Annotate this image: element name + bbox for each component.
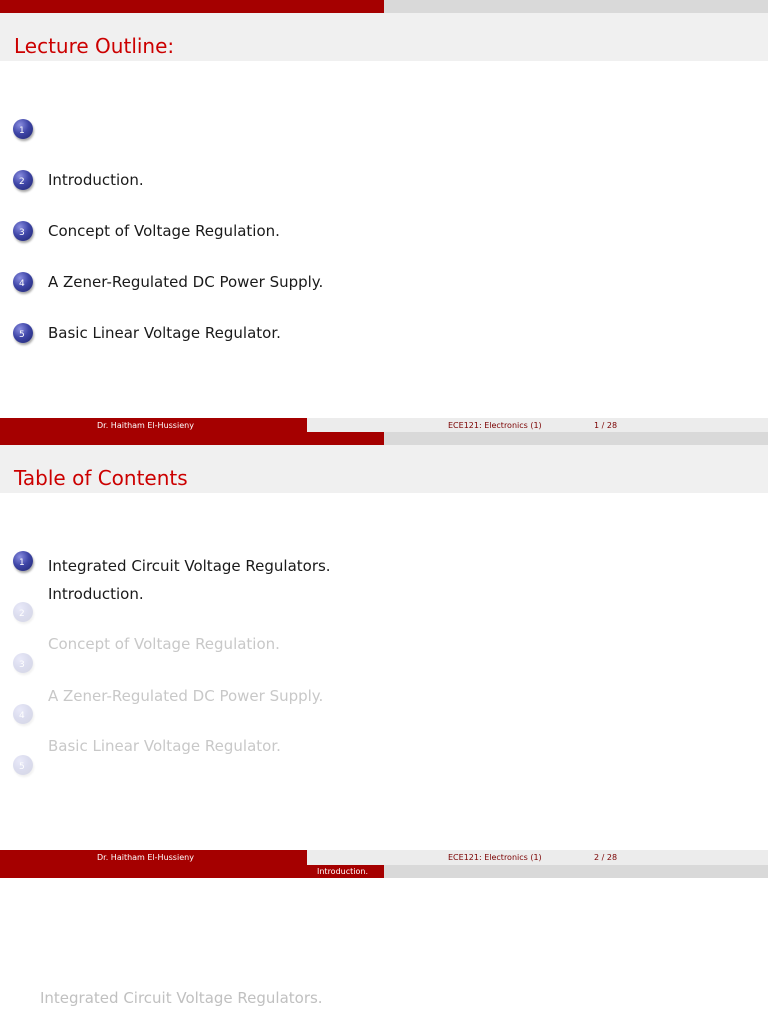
slide1-top-bar-red [0, 0, 384, 13]
slide1-bullet-5: 5 [13, 323, 33, 343]
slide2-footer-page: 2 / 28 [594, 853, 618, 862]
slide2-item-3: Concept of Voltage Regulation. [48, 635, 280, 653]
slide3-section-header: Introduction. [317, 867, 368, 876]
slide3-nav-bar-gray [384, 865, 768, 878]
slide2-bullet-3: 3 [13, 653, 33, 673]
slide2-bullet-4: 4 [13, 704, 33, 724]
slide2-footer-course: ECE121: Electronics (1) [448, 853, 542, 862]
slide2-bullet-5: 5 [13, 755, 33, 775]
slide2-footer-author: Dr. Haitham El-Hussieny [97, 853, 194, 862]
slide1-bullet-4: 4 [13, 272, 33, 292]
slide1-footer-course: ECE121: Electronics (1) [448, 421, 542, 430]
slide2-bullet-2: 2 [13, 602, 33, 622]
slide1-footer-author: Dr. Haitham El-Hussieny [97, 421, 194, 430]
slide1-title: Lecture Outline: [14, 34, 175, 58]
slide1-item-5: Basic Linear Voltage Regulator. [48, 324, 281, 342]
slide2-item-1: Integrated Circuit Voltage Regulators. [48, 557, 331, 575]
slide1-top-bar-gray [384, 0, 768, 13]
slide2-item-2: Introduction. [48, 585, 144, 603]
slide1-bullet-2: 2 [13, 170, 33, 190]
slide2-top-bar-red [0, 432, 384, 445]
slide3-heading: Integrated Circuit Voltage Regulators. [40, 989, 323, 1007]
slide1-item-4: A Zener-Regulated DC Power Supply. [48, 273, 324, 291]
slide1-bullet-1: 1 [13, 119, 33, 139]
slide1-footer-page: 1 / 28 [594, 421, 618, 430]
slide1-item-3: Concept of Voltage Regulation. [48, 222, 280, 240]
slide2-bullet-1: 1 [13, 551, 33, 571]
slide1-bullet-3: 3 [13, 221, 33, 241]
slide2-item-5: Basic Linear Voltage Regulator. [48, 737, 281, 755]
slide1-item-2: Introduction. [48, 171, 144, 189]
slide2-item-4: A Zener-Regulated DC Power Supply. [48, 687, 324, 705]
slide2-title: Table of Contents [14, 466, 188, 490]
slide2-top-bar-gray [384, 432, 768, 445]
